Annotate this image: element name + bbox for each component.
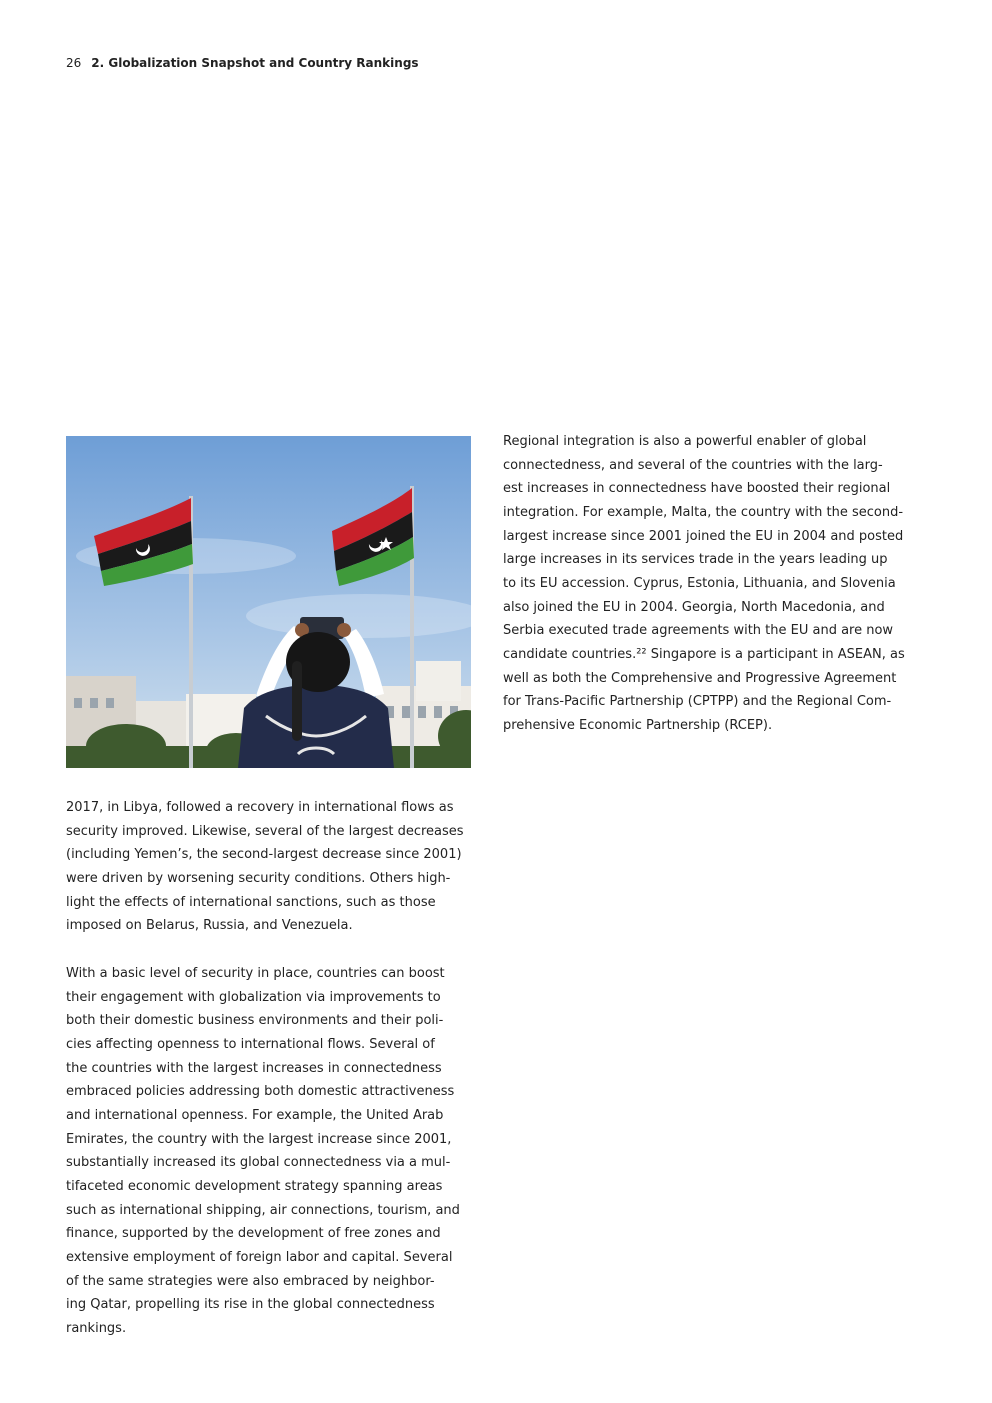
text-line: such as international shipping, air connections, tourism, and [66, 1202, 460, 1218]
text-line: largest increase since 2001 joined the EU in 2004 and posted [503, 528, 904, 544]
text-line: the countries with the largest increases in connectedness [66, 1060, 442, 1076]
text-line: light the effects of international sanctions, such as those [66, 894, 436, 910]
text-line: ing Qatar, propelling its rise in the global connectedness [66, 1297, 435, 1313]
text-line: With a basic level of security in place, countries can boost [66, 966, 445, 981]
text-line: and international openness. For example, the United Arab [66, 1107, 444, 1123]
left-paragraph-2 [66, 962, 460, 1341]
text-line: both their domestic business environments and their poli- [66, 1013, 444, 1029]
text-line: integration. For example, Malta, the country with the second- [503, 504, 904, 520]
text-line: security improved. Likewise, several of the largest decreases [66, 823, 464, 839]
photo-illustration [66, 436, 471, 768]
text-line: prehensive Economic Partnership (RCEP). [503, 717, 773, 733]
text-line: Emirates, the country with the largest increase since 2001, [66, 1131, 452, 1147]
text-line: embraced policies addressing both domestic attractiveness [66, 1084, 455, 1100]
text-line: substantially increased its global connectedness via a mul- [66, 1155, 451, 1171]
text-line: for Trans-Pacific Partnership (CPTPP) and the Regional Com- [503, 694, 892, 710]
text-line: also joined the EU in 2004. Georgia, North Macedonia, and [503, 599, 885, 615]
text-line: (including Yemen’s, the second-largest decrease since 2001) [66, 847, 462, 863]
text-line: to its EU accession. Cyprus, Estonia, Lithuania, and Slovenia [503, 575, 896, 591]
text-line: large increases in its services trade in the years leading up [503, 552, 888, 568]
photo-libya-flags [66, 436, 471, 768]
text-line: Regional integration is also a powerful enabler of global [503, 434, 867, 449]
text-line: 2017, in Libya, followed a recovery in international flows as [66, 800, 454, 815]
text-line: connectedness, and several of the countries with the larg- [503, 457, 883, 473]
page-number: 26 [66, 56, 82, 70]
right-column-paragraph [503, 430, 905, 738]
chapter-title: 2. Globalization Snapshot and Country Rankings [91, 56, 419, 70]
text-line: of the same strategies were also embraced by neighbor- [66, 1273, 435, 1289]
text-line: their engagement with globalization via improvements to [66, 989, 441, 1005]
text-line: were driven by worsening security conditions. Others high- [66, 870, 451, 886]
text-line: imposed on Belarus, Russia, and Venezuela. [66, 918, 353, 934]
text-line: rankings. [66, 1320, 127, 1336]
text-line: est increases in connectedness have boosted their regional [503, 481, 891, 497]
text-line: well as both the Comprehensive and Progressive Agreement [503, 670, 897, 686]
running-header [66, 55, 419, 71]
text-line: Serbia executed trade agreements with the EU and are now [503, 623, 894, 639]
text-line: cies affecting openness to international flows. Several of [66, 1036, 435, 1052]
text-line: tifaceted economic development strategy spanning areas [66, 1178, 443, 1194]
text-line: extensive employment of foreign labor and capital. Several [66, 1249, 453, 1265]
left-paragraph-1 [66, 796, 464, 938]
text-line: finance, supported by the development of free zones and [66, 1226, 441, 1242]
text-line: candidate countries.²² Singapore is a participant in ASEAN, as [503, 646, 905, 662]
